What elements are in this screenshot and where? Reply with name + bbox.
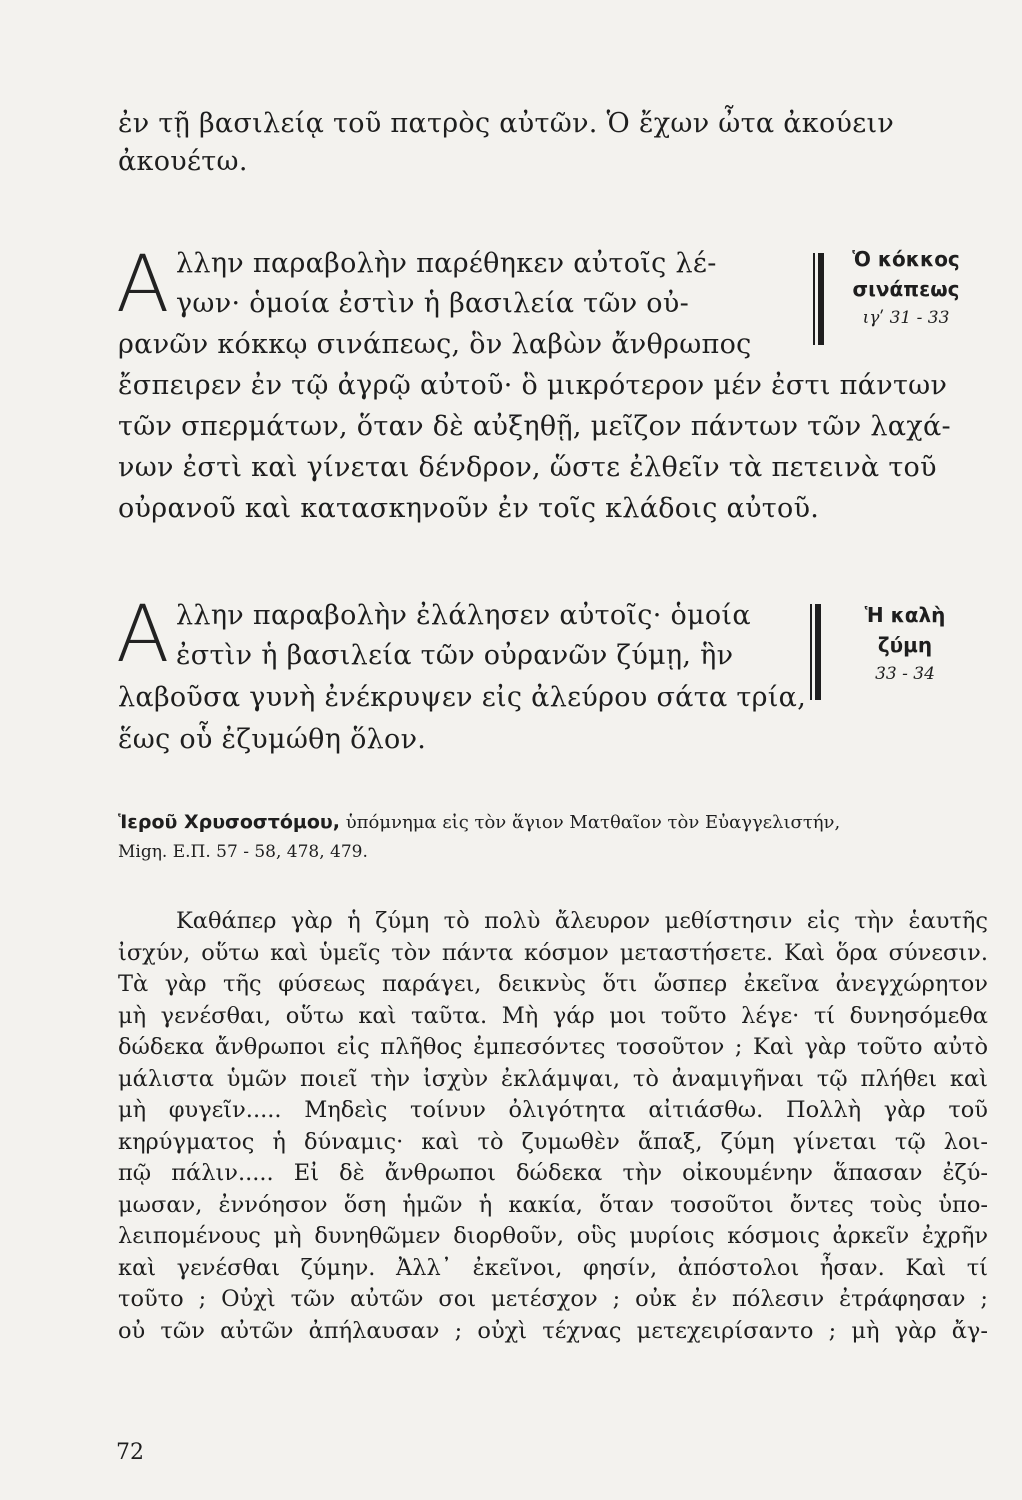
margin-note-title: Ἡ καλὴ [864, 603, 946, 627]
text-line: μὴ γενέσθαι, οὕτω καὶ ταῦτα. Μὴ γάρ μοι τοῦτο λέγε· τί δυνησόμεθα [118, 1002, 988, 1029]
drop-cap: Α [116, 240, 170, 330]
text-line: μωσαν, ἐννόησον ὅση ἡμῶν ἡ κακία, ὅταν τοσοῦτοι ὄντες τοὺς ὑπο- [118, 1191, 988, 1218]
source-title: ὑπόμνημα εἰς τὸν ἅγιον Ματθαῖον τὸν Εὐαγγελιστήν, [345, 812, 841, 833]
text-line: μάλιστα ὑμῶν ποιεῖ τὴν ἰσχὺν ἐκλάμψαι, τὸ ἀναμιγῆναι τῷ πλήθει καὶ [118, 1065, 988, 1092]
text-line: λαβοῦσα γυνὴ ἐνέκρυψεν εἰς ἀλεύρου σάτα τρία, [118, 682, 807, 713]
text-line: Τὰ γὰρ τῆς φύσεως παράγει, δεικνὺς ὅτι ὥσπερ ἐκεῖνα ἀνεγχώρητον [118, 971, 988, 997]
text-line: τοῦτο ; Οὐχὶ τῶν αὐτῶν σοι μετέσχον ; οὐκ ἐν πόλεσιν ἐτράφησαν ; [118, 1286, 988, 1312]
text-line: κηρύγματος ἡ δύναμις· καὶ τὸ ζυμωθὲν ἅπαξ, ζύμη γίνεται τῷ λοι- [118, 1128, 988, 1155]
margin-rule [815, 604, 821, 700]
margin-note-title: σινάπεως [852, 277, 960, 301]
drop-cap: Α [116, 590, 170, 680]
text-line: ἐστὶν ἡ βασιλεία τῶν οὐρανῶν ζύμῃ, ἣν [176, 640, 734, 671]
margin-rule [818, 253, 824, 345]
text-line: ἰσχύν, οὕτω καὶ ὑμεῖς τὸν πάντα κόσμον μεταστήσετε. Καὶ ὅρα σύνεσιν. [118, 939, 988, 966]
margin-rule [813, 253, 815, 345]
margin-note-reference: ιγʹ 31 - 33 [862, 308, 950, 328]
text-line: γων· ὁμοία ἐστὶν ἡ βασιλεία τῶν οὐ- [176, 288, 689, 319]
text-line: ἕως οὗ ἐζυμώθη ὅλον. [118, 724, 427, 755]
text-line: ἔσπειρεν ἐν τῷ ἀγρῷ αὐτοῦ· ὃ μικρότερον μέν ἐστι πάντων [118, 370, 948, 401]
text-line: τῶν σπερμάτων, ὅταν δὲ αὐξηθῇ, μεῖζον πάντων τῶν λαχά- [118, 411, 951, 442]
text-line: λειπομένους μὴ δυνηθῶμεν διορθοῦν, οὓς μυρίοις κόσμοις ἀρκεῖν ἐχρῆν [118, 1223, 988, 1249]
text-line: μὴ φυγεῖν..... Μηδεὶς τοίνυν ὀλιγότητα αἰτιάσθω. Πολλὴ γὰρ τοῦ [118, 1097, 988, 1123]
margin-note [840, 600, 970, 688]
page-number: 72 [116, 1440, 144, 1465]
text-line: δώδεκα ἄνθρωποι εἰς πλῆθος ἐμπεσόντες τοσοῦτον ; Καὶ γὰρ τοῦτο αὐτὸ [118, 1034, 988, 1060]
text-line: καὶ γενέσθαι ζύμην. Ἀλλ᾽ ἐκεῖνοι, φησίν, ἀπόστολοι ἦσαν. Καὶ τί [118, 1254, 988, 1281]
source-author: Ἱεροῦ Χρυσοστόμου, [118, 811, 340, 833]
text-line: λλην παραβολὴν ἐλάλησεν αὐτοῖς· ὁμοία [176, 600, 751, 631]
source-citation [118, 808, 840, 837]
text-line: οὐρανοῦ καὶ κατασκηνοῦν ἐν τοῖς κλάδοις αὐτοῦ. [118, 493, 820, 524]
text-line: Καθάπερ γὰρ ἡ ζύμη τὸ πολὺ ἄλευρον μεθίστησιν εἰς τὴν ἑαυτῆς [176, 908, 988, 934]
text-line: πῷ πάλιν..... Εἰ δὲ ἄνθρωποι δώδεκα τὴν οἰκουμένην ἅπασαν ἐζύ- [118, 1160, 988, 1186]
margin-note [836, 244, 976, 332]
source-reference: Migη. Ε.Π. 57 - 58, 478, 479. [118, 842, 368, 862]
margin-note-title: ζύμη [877, 633, 933, 657]
text-line: ἀκουέτω. [118, 146, 248, 177]
text-line: οὐ τῶν αὐτῶν ἀπήλαυσαν ; οὐχὶ τέχνας μετεχειρίσαντο ; μὴ γὰρ ἄγ- [118, 1317, 988, 1344]
margin-note-title: Ὁ κόκκος [852, 247, 960, 271]
text-line: ρανῶν κόκκῳ σινάπεως, ὃν λαβὼν ἄνθρωπος [118, 329, 752, 360]
margin-note-reference: 33 - 34 [875, 664, 935, 684]
margin-rule [810, 604, 812, 700]
commentary-text [118, 906, 988, 1347]
text-line: νων ἐστὶ καὶ γίνεται δένδρον, ὥστε ἐλθεῖν τὰ πετεινὰ τοῦ [118, 452, 937, 483]
text-line: λλην παραβολὴν παρέθηκεν αὐτοῖς λέ- [176, 248, 717, 279]
text-line: ἐν τῇ βασιλείᾳ τοῦ πατρὸς αὐτῶν. Ὁ ἔχων ὦτα ἀκούειν [118, 108, 895, 139]
